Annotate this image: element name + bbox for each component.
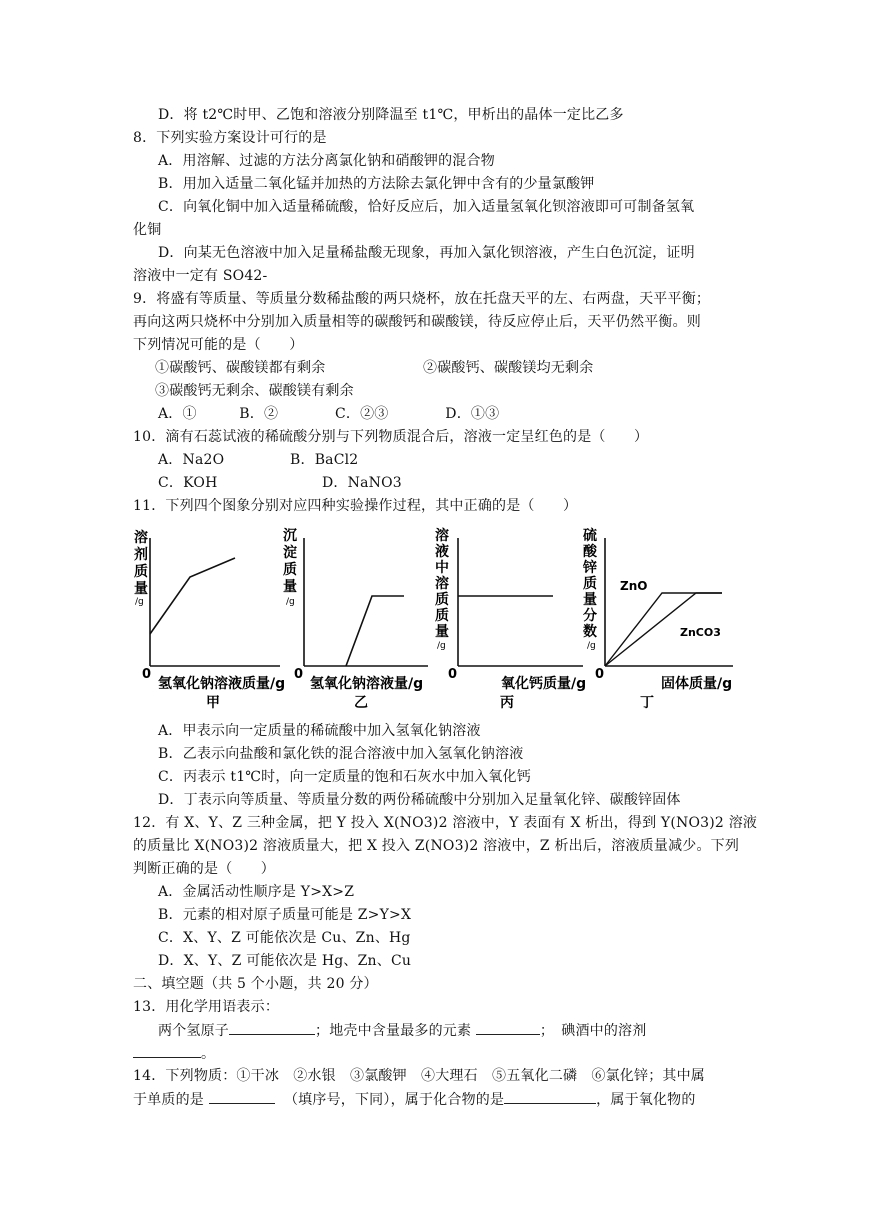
q14-blank-2[interactable] xyxy=(504,1089,596,1104)
graph-jia-ylabel-2: 剂 xyxy=(134,547,148,563)
graph-jia-name: 甲 xyxy=(206,695,220,711)
q10-option-c: C．KOH xyxy=(158,475,218,491)
q11-option-c: C．丙表示 t1℃时，向一定质量的饱和石灰水中加入氧化钙 xyxy=(158,769,531,785)
graph-yi-ylabel-4: 量 xyxy=(283,579,297,595)
graph-bing-ylabel-1: 溶 xyxy=(435,528,449,544)
graph-ding-xlabel: 固体质量/g xyxy=(661,676,733,692)
q12-stem-line3: 判断正确的是（ ） xyxy=(133,861,275,877)
q8-option-b: B．用加入适量二氧化锰并加热的方法除去氯化钾中含有的少量氯酸钾 xyxy=(158,176,595,192)
q14-stem-line2 xyxy=(133,1089,696,1110)
q11-option-d: D．丁表示向等质量、等质量分数的两份稀硫酸中分别加入足量氧化锌、碳酸锌固体 xyxy=(158,792,681,808)
graph-bing-ylabel-4: 溶 xyxy=(435,576,449,592)
q10-option-b: B．BaCl2 xyxy=(290,452,359,468)
graph-bing-ylabel-6: 质 xyxy=(435,608,449,624)
q13-part1: 两个氢原子 xyxy=(158,1023,229,1039)
q13-blank-3[interactable] xyxy=(133,1043,201,1058)
graph-bing-ylabel-5: 质 xyxy=(435,592,449,608)
graph-yi-xlabel: 氢氧化钠溶液量/g xyxy=(310,676,424,692)
q13-line1 xyxy=(158,1020,646,1041)
q14-stem-line1: 14．下列物质：①干冰 ②水银 ③氯酸钾 ④大理石 ⑤五氧化二磷 ⑥氯化锌；其中属 xyxy=(133,1068,706,1084)
q11-graphs xyxy=(128,524,743,714)
q12-option-d: D．X、Y、Z 可能依次是 Hg、Zn、Cu xyxy=(158,953,412,969)
graph-jia-ylabel-4: 量 xyxy=(134,581,148,597)
q8-option-c-line1: C．向氧化铜中加入适量稀硫酸，恰好反应后，加入适量氢氧化钡溶液即可可制备氢氧 xyxy=(158,199,695,215)
graph-bing-ylabel-2: 液 xyxy=(435,544,449,560)
q9-stem-line3: 下列情况可能的是（ ） xyxy=(133,337,304,353)
graph-bing-origin: 0 xyxy=(448,667,458,682)
q9-option-1: ①碳酸钙、碳酸镁都有剩余 xyxy=(155,360,326,376)
q13-blank-2[interactable] xyxy=(476,1020,540,1035)
q12-stem-line1: 12．有 X、Y、Z 三种金属，把 Y 投入 X(NO3)2 溶液中，Y 表面有 X 析出，得到 Y(NO3)2 溶液 xyxy=(133,815,758,831)
graph-yi xyxy=(283,528,428,711)
q9-option-2: ②碳酸钙、碳酸镁均无剩余 xyxy=(423,360,594,376)
q9-answers: A．① B．② C．②③ D．①③ xyxy=(158,406,500,422)
q8-stem: 8．下列实验方案设计可行的是 xyxy=(133,130,327,146)
q14-part2: （填序号，下同），属于化合物的是 xyxy=(283,1092,505,1108)
graph-yi-curve xyxy=(346,596,404,666)
graph-bing-name: 丙 xyxy=(500,695,514,711)
graph-ding-series-zno: ZnO xyxy=(620,579,648,593)
section-2-heading: 二、填空题（共 5 个小题，共 20 分） xyxy=(133,976,378,992)
q11-option-a: A．甲表示向一定质量的稀硫酸中加入氢氧化钠溶液 xyxy=(158,723,481,739)
q8-option-d-line2: 溶液中一定有 SO42- xyxy=(133,268,268,284)
graph-yi-name: 乙 xyxy=(354,695,368,711)
q8-option-c-line2: 化铜 xyxy=(133,222,162,238)
graph-yi-yunit: /g xyxy=(286,597,295,607)
q13-part3: ； 碘酒中的溶剂 xyxy=(539,1023,647,1039)
graph-ding-name: 丁 xyxy=(640,695,654,711)
q8-option-d-line1: D．向某无色溶液中加入足量稀盐酸无现象，再加入氯化钡溶液，产生白色沉淀，证明 xyxy=(158,245,695,261)
q13-stem: 13．用化学用语表示： xyxy=(133,999,280,1015)
q13-part2: ；地壳中含量最多的元素 xyxy=(315,1023,472,1039)
q10-stem: 10．滴有石蕊试液的稀硫酸分别与下列物质混合后，溶液一定呈红色的是（ ） xyxy=(133,429,649,445)
graph-jia-yunit: /g xyxy=(135,597,144,607)
graph-bing-xlabel: 氧化钙质量/g xyxy=(501,676,587,692)
graph-ding-ylabel-5: 量 xyxy=(583,592,597,608)
q10-option-d: D．NaNO3 xyxy=(322,475,402,491)
q7-option-d: D．将 t2℃时甲、乙饱和溶液分别降温至 t1℃，甲析出的晶体一定比乙多 xyxy=(158,107,624,123)
graph-bing-ylabel-3: 中 xyxy=(435,560,449,576)
graph-ding xyxy=(582,527,733,711)
q13-end: 。 xyxy=(201,1046,216,1062)
graph-ding-yunit: /g xyxy=(587,641,596,651)
q9-stem-line2: 再向这两只烧杯中分别加入质量相等的碳酸钙和碳酸镁，待反应停止后，天平仍然平衡。则 xyxy=(133,314,701,330)
graph-jia xyxy=(134,529,285,711)
graph-jia-ylabel-3: 质 xyxy=(134,564,148,580)
graph-ding-ylabel-2: 酸 xyxy=(583,544,597,560)
graph-jia-xlabel: 氢氧化钠溶液质量/g xyxy=(158,676,286,692)
q13-blank-1[interactable] xyxy=(229,1020,315,1035)
graph-yi-origin: 0 xyxy=(294,667,304,682)
q12-option-c: C．X、Y、Z 可能依次是 Cu、Zn、Hg xyxy=(158,930,411,946)
q12-option-b: B．元素的相对原子质量可能是 Z>Y>X xyxy=(158,907,412,923)
q12-option-a: A．金属活动性顺序是 Y>X>Z xyxy=(158,884,355,900)
q9-option-3: ③碳酸钙无剩余、碳酸镁有剩余 xyxy=(155,383,354,399)
graph-ding-ylabel-7: 数 xyxy=(583,624,597,640)
q14-blank-1[interactable] xyxy=(209,1089,275,1104)
q14-part3: ，属于氧化物的 xyxy=(596,1092,696,1108)
q11-stem: 11．下列四个图象分别对应四种实验操作过程，其中正确的是（ ） xyxy=(133,498,578,514)
q12-stem-line2: 的质量比 X(NO3)2 溶液质量大，把 X 投入 Z(NO3)2 溶液中，Z 析出后，溶液质量减少。下列 xyxy=(133,838,740,854)
graph-ding-ylabel-3: 锌 xyxy=(583,560,597,576)
graph-jia-ylabel-1: 溶 xyxy=(134,530,148,546)
graph-ding-series-znco3: ZnCO3 xyxy=(680,626,721,639)
graph-yi-ylabel-3: 质 xyxy=(283,562,297,578)
graph-yi-ylabel-1: 沉 xyxy=(283,528,297,544)
graph-ding-ylabel-1: 硫 xyxy=(583,528,597,544)
graph-ding-ylabel-4: 质 xyxy=(583,576,597,592)
q8-option-a: A．用溶解、过滤的方法分离氯化钠和硝酸钾的混合物 xyxy=(158,153,495,169)
q9-stem-line1: 9．将盛有等质量、等质量分数稀盐酸的两只烧杯，放在托盘天平的左、右两盘，天平平衡； xyxy=(133,291,711,307)
graph-ding-origin: 0 xyxy=(595,667,605,682)
graph-yi-ylabel-2: 淀 xyxy=(283,545,297,561)
q11-option-b: B．乙表示向盐酸和氯化铁的混合溶液中加入氢氧化钠溶液 xyxy=(158,746,524,762)
q10-option-a: A．Na2O xyxy=(158,452,225,468)
graph-bing-ylabel-7: 量 xyxy=(435,624,449,640)
graph-bing xyxy=(435,527,586,711)
q14-part1: 于单质的是 xyxy=(133,1092,204,1108)
graph-jia-origin: 0 xyxy=(142,667,152,682)
graph-bing-yunit: /g xyxy=(437,641,446,651)
graph-jia-curve xyxy=(150,558,235,634)
graph-ding-ylabel-6: 分 xyxy=(583,608,597,624)
q13-line2 xyxy=(133,1043,215,1064)
